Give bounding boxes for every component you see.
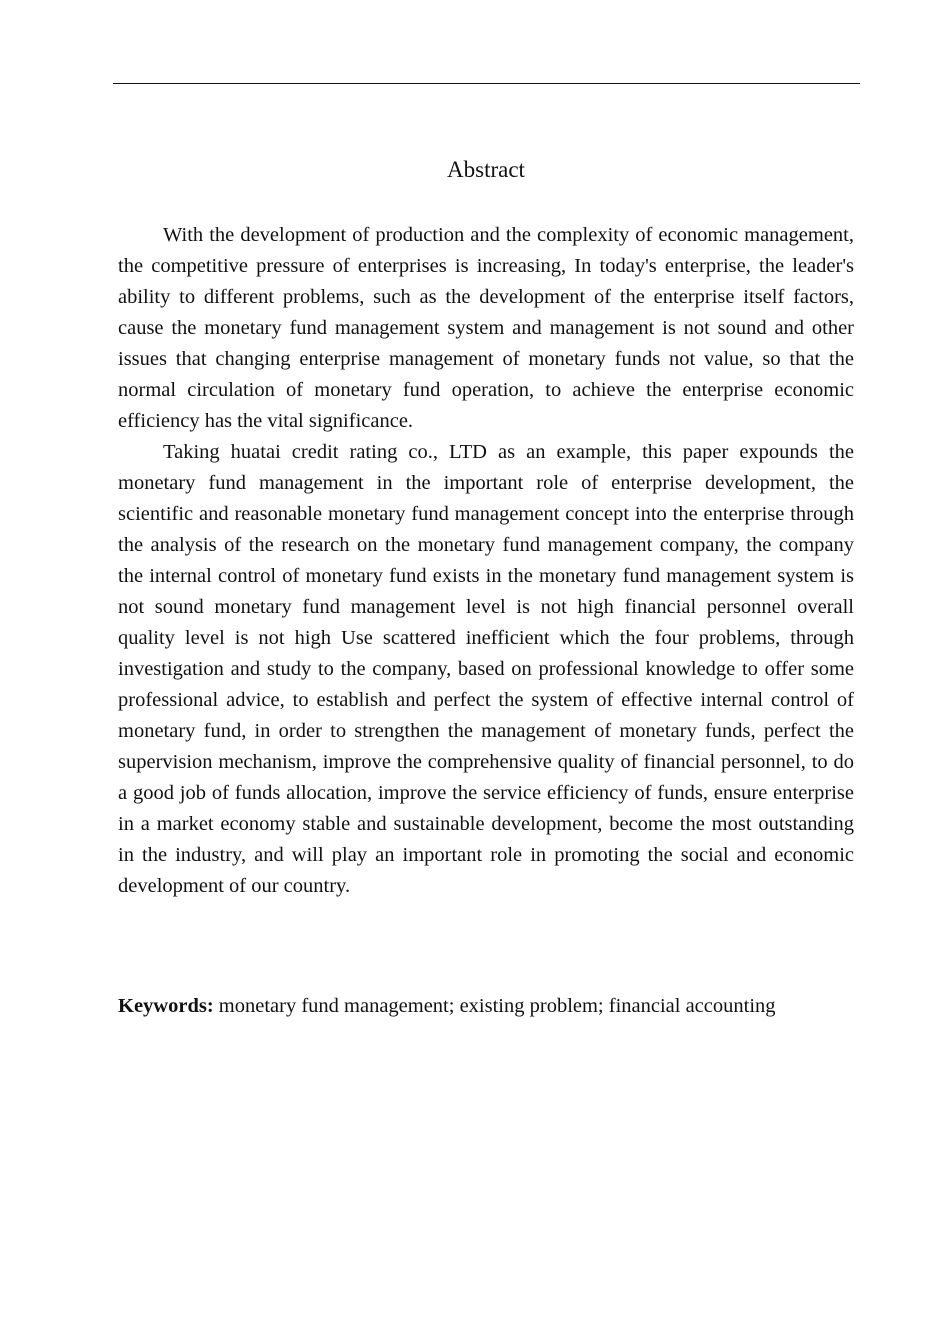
abstract-title: Abstract (447, 157, 525, 182)
abstract-paragraph-2: Taking huatai credit rating co., LTD as an example, this paper expounds the monetary fund management in the important role of enterprise development, the scientific and reasonable monetary fund management concept into the enterprise through the analysis of the research on the monetary fund management company, the company the internal control of monetary fund exists in the monetary fund management system is not sound monetary fund management level is not high financial personnel overall quality level is not high Use scattered inefficient which the four problems, through investigation and study to the company, based on professional knowledge to offer some professional advice, to establish and perfect the system of effective internal control of monetary fund, in order to strengthen the management of monetary funds, perfect the supervision mechanism, improve the comprehensive quality of financial personnel, to do a good job of funds allocation, improve the service efficiency of funds, ensure enterprise in a market economy stable and sustainable development, become the most outstanding in the industry, and will play an important role in promoting the social and economic development of our country. (118, 441, 854, 897)
keywords-label: Keywords: (118, 995, 214, 1017)
header-rule (113, 83, 860, 84)
keywords-text: monetary fund management; existing problem; financial accounting (213, 995, 776, 1017)
keywords-line (118, 991, 878, 1022)
abstract-body (118, 220, 854, 902)
abstract-paragraph-1: With the development of production and the complexity of economic management, the competitive pressure of enterprises is increasing, In today's enterprise, the leader's ability to different problems, such as the development of the enterprise itself factors, cause the monetary fund management system and management is not sound and other issues that changing enterprise management of monetary funds not value, so that the normal circulation of monetary fund operation, to achieve the enterprise economic efficiency has the vital significance. (118, 224, 854, 432)
